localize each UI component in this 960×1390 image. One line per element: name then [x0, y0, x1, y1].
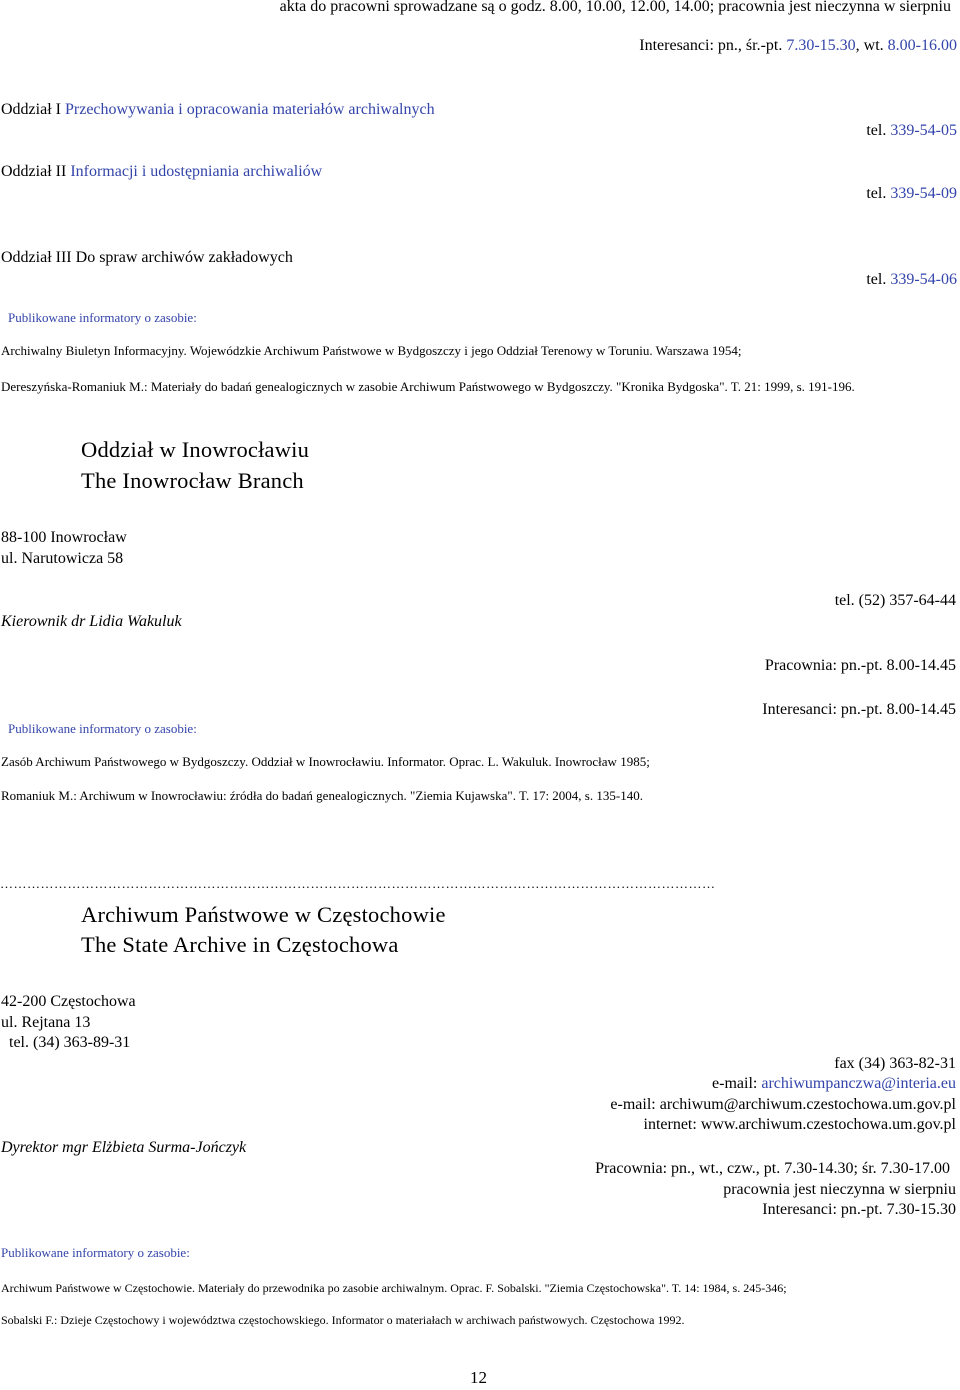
visitor-hours-mid: , wt. [855, 37, 888, 54]
publications-label: Publikowane informatory o zasobie: [8, 310, 197, 325]
department-2-prefix: Oddział II [1, 163, 71, 180]
branch-visitor-hours: Interesanci: pn.-pt. 8.00-14.45 [762, 701, 956, 718]
department-3-name: Do spraw archiwów zakładowych [75, 249, 293, 266]
department-2-link[interactable]: Informacji i udostępniania archiwaliów [70, 163, 323, 180]
department-1-phone [866, 122, 957, 140]
publication-item: Romaniuk M.: Archiwum w Inowrocławiu: źródła do badań genealogicznych. "Ziemia Kujawska". T. 17: 2004, s. 135-140. [1, 788, 643, 803]
department-3 [1, 249, 293, 267]
publication-item: Dereszyńska-Romaniuk M.: Materiały do badań genealogicznych w zasobie Archiwum Państwowego w Bydgoszczy. "Kronika Bydgoska". T. 21: 1999, s. 191-196. [1, 379, 855, 394]
archive-closed-note: pracownia jest nieczynna w sierpniu [723, 1181, 956, 1198]
department-2-phone-prefix: tel. [866, 185, 891, 202]
department-3-prefix: Oddział III [1, 249, 76, 266]
archive-visitor-hours: Interesanci: pn.-pt. 7.30-15.30 [762, 1201, 956, 1218]
branch-head: Kierownik dr Lidia Wakuluk [1, 613, 182, 630]
section-title-en: The Inowrocław Branch [81, 468, 304, 493]
department-1 [1, 101, 435, 119]
department-3-phone-number: 339-54-06 [890, 271, 957, 288]
address-line-1: 42-200 Częstochowa [1, 993, 136, 1010]
visitor-hours-value-2: 8.00-16.00 [887, 37, 957, 54]
publications-label: Publikowane informatory o zasobie: [8, 721, 197, 736]
address-line-2: ul. Rejtana 13 [1, 1014, 91, 1031]
department-2-phone [866, 185, 957, 203]
section-title-en: The State Archive in Częstochowa [81, 932, 399, 957]
branch-reading-room-hours: Pracownia: pn.-pt. 8.00-14.45 [764, 657, 956, 674]
section-title-pl: Oddział w Inowrocławiu [81, 437, 310, 462]
reading-room-hours: akta do pracowni sprowadzane są o godz. 8.00, 10.00, 12.00, 14.00; pracownia jest nieczynna w sierpniu [279, 0, 951, 15]
department-3-phone-prefix: tel. [866, 271, 891, 288]
department-3-phone [866, 271, 957, 289]
publication-item: Sobalski F.: Dzieje Częstochowy i województwa częstochowskiego. Informator o materiałach w archiwach państwowych. Częstochowa 1992. [1, 1313, 685, 1327]
department-2 [1, 163, 322, 181]
department-1-phone-number: 339-54-05 [890, 122, 957, 139]
address-line-1: 88-100 Inowrocław [1, 529, 127, 546]
archive-fax: fax (34) 363-82-31 [834, 1055, 956, 1072]
department-1-prefix: Oddział I [1, 101, 65, 118]
department-2-phone-number: 339-54-09 [890, 185, 957, 202]
archive-phone: tel. (34) 363-89-31 [9, 1034, 131, 1051]
archive-website: internet: www.archiwum.czestochowa.um.gov.pl [643, 1116, 956, 1133]
section-title-pl: Archiwum Państwowe w Częstochowie [81, 902, 446, 927]
archive-director: Dyrektor mgr Elżbieta Surma-Jończyk [1, 1139, 247, 1156]
branch-phone: tel. (52) 357-64-44 [834, 592, 956, 609]
visitor-hours [639, 37, 957, 55]
archive-email-1 [712, 1075, 956, 1093]
address-line-2: ul. Narutowicza 58 [1, 550, 124, 567]
visitor-hours-value-1: 7.30-15.30 [786, 37, 856, 54]
publications-label: Publikowane informatory o zasobie: [1, 1245, 190, 1260]
department-1-phone-prefix: tel. [866, 122, 891, 139]
page-number: 12 [470, 1368, 487, 1387]
archive-email-1-prefix: e-mail: [712, 1075, 762, 1092]
archive-reading-room-hours: Pracownia: pn., wt., czw., pt. 7.30-14.30; śr. 7.30-17.00 [595, 1160, 950, 1177]
publication-item: Archiwalny Biuletyn Informacyjny. Wojewódzkie Archiwum Państwowe w Bydgoszczy i jego Oddział Terenowy w Toruniu. Warszawa 1954; [1, 343, 742, 358]
publication-item: Archiwum Państwowe w Częstochowie. Materiały do przewodnika po zasobie archiwalnym. Oprac. F. Sobalski. "Ziemia Częstochowska". T. 14: 1984, s. 245-346; [1, 1281, 787, 1295]
archive-email-2: e-mail: archiwum@archiwum.czestochowa.um.gov.pl [610, 1096, 956, 1113]
archive-email-1-link[interactable]: archiwumpanczwa@interia.eu [761, 1075, 956, 1092]
dotted-divider: …………………………………………………………………………………………………………………………………………… [0, 876, 716, 890]
visitor-hours-prefix: Interesanci: pn., śr.-pt. [639, 37, 787, 54]
department-1-link[interactable]: Przechowywania i opracowania materiałów archiwalnych [64, 101, 435, 118]
publication-item: Zasób Archiwum Państwowego w Bydgoszczy. Oddział w Inowrocławiu. Informator. Oprac. L. Wakuluk. Inowrocław 1985; [1, 754, 650, 769]
